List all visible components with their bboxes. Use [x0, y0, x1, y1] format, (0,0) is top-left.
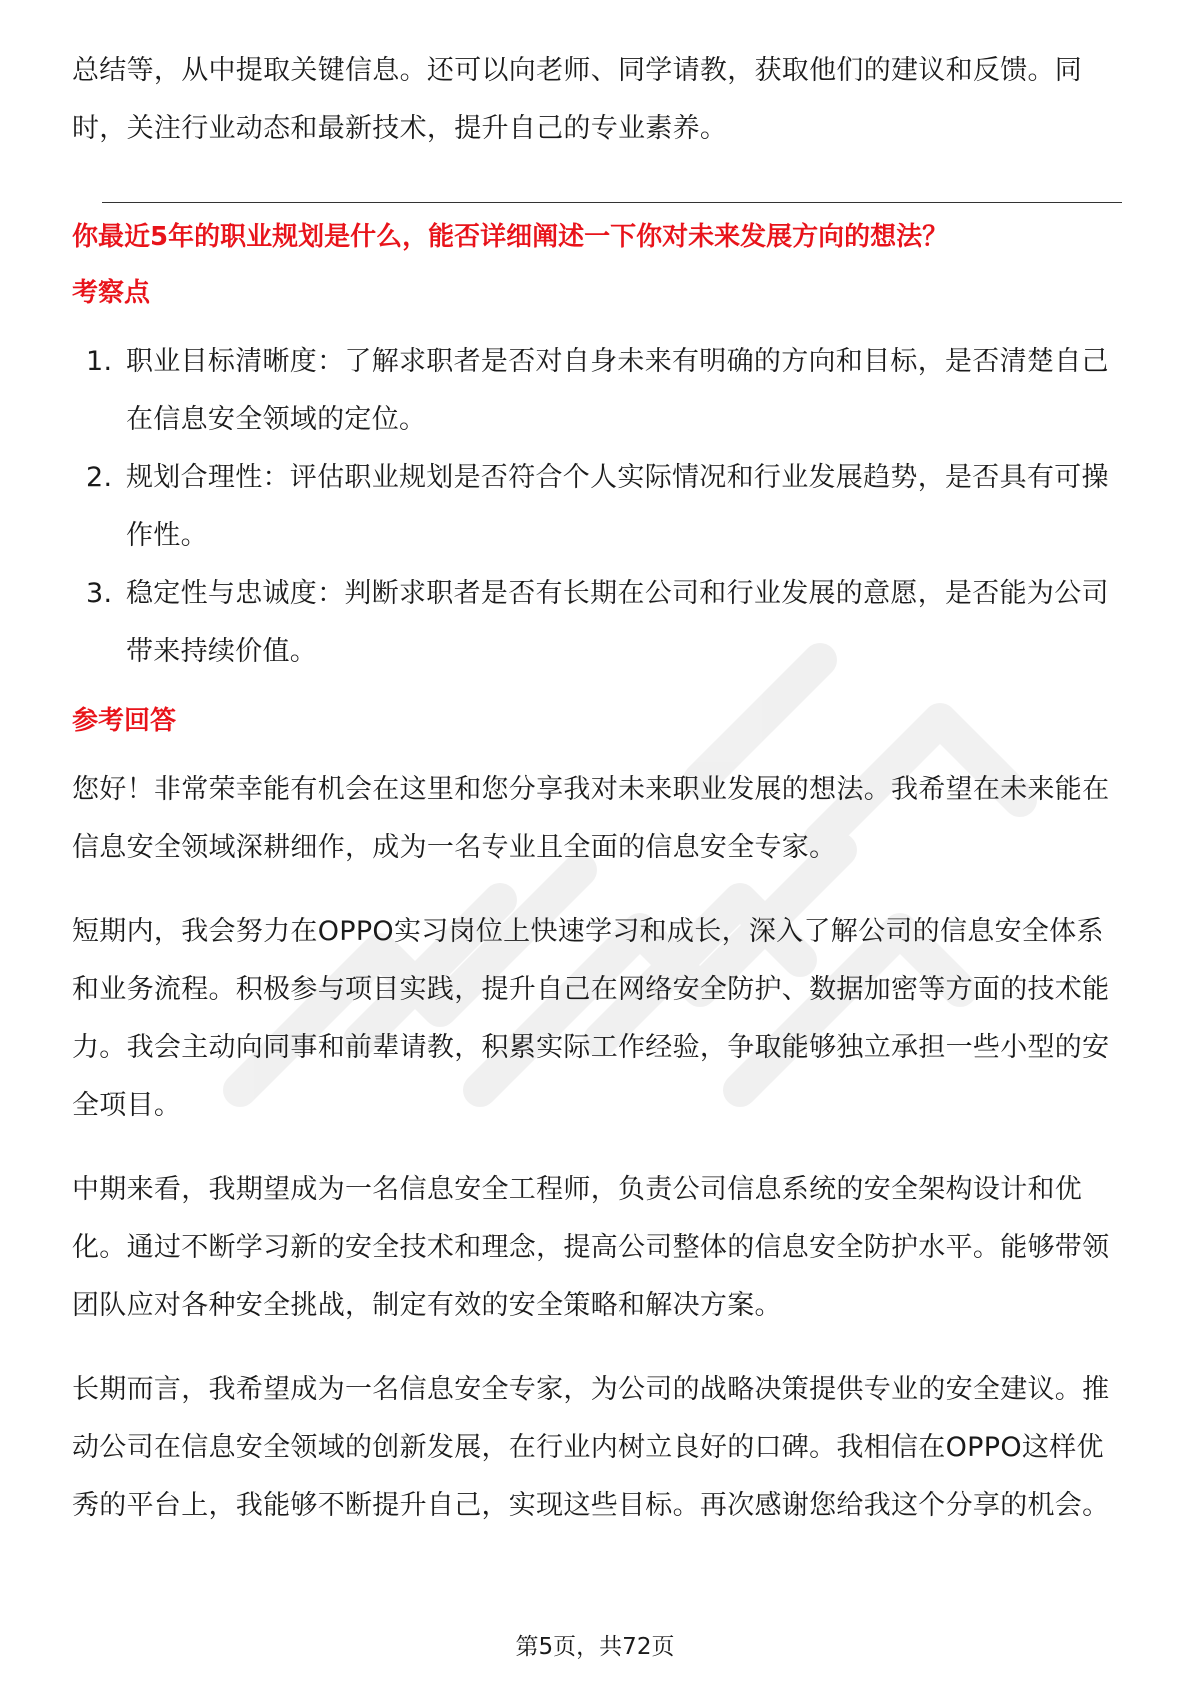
answer-heading: 参考回答: [72, 706, 177, 736]
interview-question: 你最近5年的职业规划是什么，能否详细阐述一下你对未来发展方向的想法？: [72, 222, 949, 252]
answer-paragraph: 长期而言，我希望成为一名信息安全专家，为公司的战略决策提供专业的安全建议。推动公司在信息安全领域的创新发展，在行业内树立良好的口碑。我相信在OPPO这样优秀的平台上，我能够不断提升自己，实现这些目标。再次感谢您给我这个分享的机会。: [72, 1374, 1110, 1521]
assessment-point: [72, 449, 1122, 565]
assessment-point: [72, 565, 1122, 681]
point-text: 职业目标清晰度：了解求职者是否对自身未来有明确的方向和目标，是否清楚自己在信息安全领域的定位。: [126, 346, 1109, 435]
point-text: 稳定性与忠诚度：判断求职者是否有长期在公司和行业发展的意愿，是否能为公司带来持续价值。: [126, 578, 1109, 667]
assessment-points-list: [72, 333, 1122, 681]
intro-paragraph: 总结等，从中提取关键信息。还可以向老师、同学请教，获取他们的建议和反馈。同时，关注行业动态和最新技术，提升自己的专业素养。: [72, 55, 1083, 144]
point-number: 1.: [86, 346, 113, 377]
point-number: 3.: [86, 578, 113, 609]
point-number: 2.: [86, 462, 113, 493]
point-text: 规划合理性：评估职业规划是否符合个人实际情况和行业发展趋势，是否具有可操作性。: [126, 462, 1109, 551]
assessment-heading: 考察点: [72, 278, 151, 308]
page-number-footer: 第5页，共72页: [515, 1634, 675, 1660]
assessment-point: [72, 333, 1122, 449]
answer-paragraph: 中期来看，我期望成为一名信息安全工程师，负责公司信息系统的安全架构设计和优化。通过不断学习新的安全技术和理念，提高公司整体的信息安全防护水平。能够带领团队应对各种安全挑战，制定有效的安全策略和解决方案。: [72, 1174, 1110, 1321]
answer-paragraph: 短期内，我会努力在OPPO实习岗位上快速学习和成长，深入了解公司的信息安全体系和业务流程。积极参与项目实践，提升自己在网络安全防护、数据加密等方面的技术能力。我会主动向同事和前辈请教，积累实际工作经验，争取能够独立承担一些小型的安全项目。: [72, 916, 1110, 1121]
answer-paragraph: 您好！非常荣幸能有机会在这里和您分享我对未来职业发展的想法。我希望在未来能在信息安全领域深耕细作，成为一名专业且全面的信息安全专家。: [72, 774, 1110, 863]
page-content: [72, 42, 1122, 1561]
section-divider: [102, 202, 1122, 203]
